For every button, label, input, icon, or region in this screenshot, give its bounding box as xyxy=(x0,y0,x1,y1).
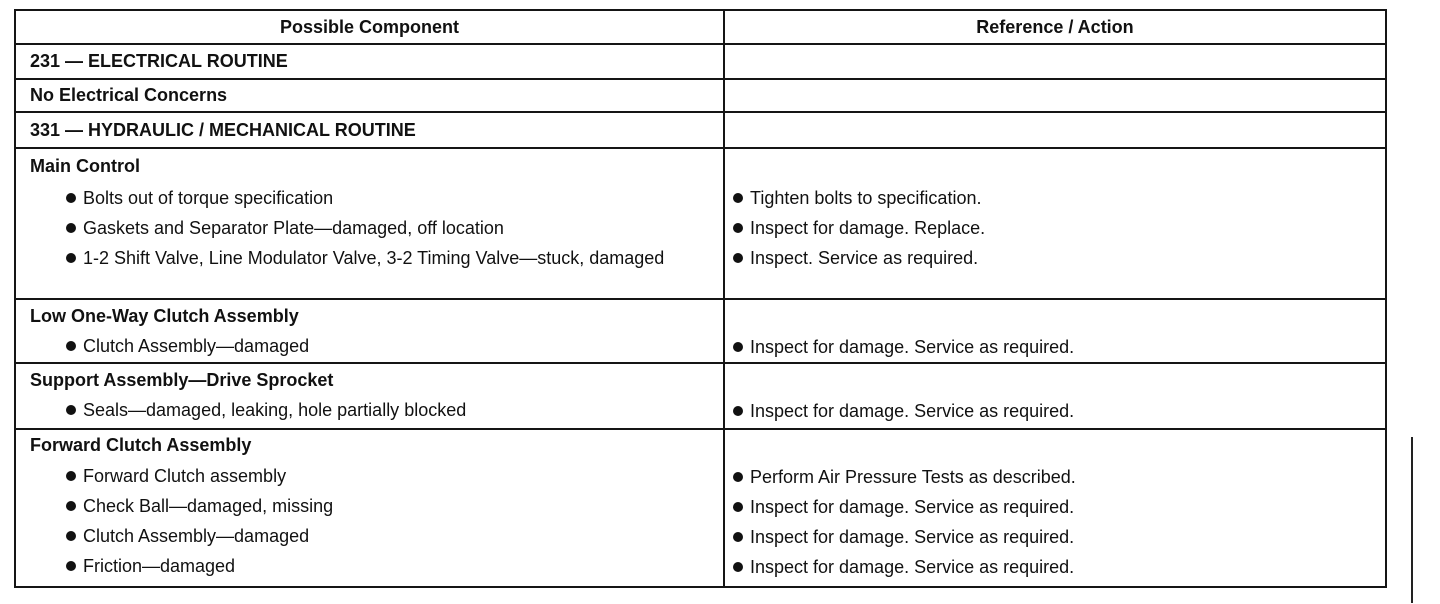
bullet-icon xyxy=(733,253,743,263)
bullet-icon xyxy=(66,193,76,203)
group-forward-clutch xyxy=(16,430,725,586)
group-main-control-actions xyxy=(725,149,1385,300)
group-support-assembly-actions xyxy=(725,364,1385,430)
list-item: Inspect for damage. Replace. xyxy=(733,217,1373,239)
bullet-icon xyxy=(733,223,743,233)
bullet-icon xyxy=(66,341,76,351)
header-reference-action: Reference / Action xyxy=(725,11,1385,45)
row-electrical-routine: 231 — ELECTRICAL ROUTINE xyxy=(16,45,725,80)
group-title: Low One-Way Clutch Assembly xyxy=(30,306,299,326)
group-title: Support Assembly—Drive Sprocket xyxy=(30,370,334,390)
row-no-electrical-concerns-action xyxy=(725,80,1385,113)
bullet-icon xyxy=(733,562,743,572)
list-item: Forward Clutch assembly xyxy=(66,465,706,487)
group-support-assembly xyxy=(16,364,725,430)
list-item: Clutch Assembly—damaged xyxy=(66,525,706,547)
group-main-control xyxy=(16,149,725,300)
group-title: Forward Clutch Assembly xyxy=(30,435,252,455)
bullet-icon xyxy=(66,223,76,233)
list-item: Inspect for damage. Service as required. xyxy=(733,336,1373,358)
bullet-icon xyxy=(733,406,743,416)
bullet-icon xyxy=(733,502,743,512)
group-low-one-way-clutch xyxy=(16,300,725,364)
diagnosis-table xyxy=(14,9,1387,588)
bullet-icon xyxy=(733,472,743,482)
row-hydraulic-routine: 331 — HYDRAULIC / MECHANICAL ROUTINE xyxy=(16,113,725,149)
bullet-icon xyxy=(66,471,76,481)
bullet-icon xyxy=(66,253,76,263)
bullet-icon xyxy=(66,561,76,571)
bullet-icon xyxy=(66,405,76,415)
list-item: Seals—damaged, leaking, hole partially blocked xyxy=(66,399,706,421)
group-title: Main Control xyxy=(30,156,140,176)
list-item: Gaskets and Separator Plate—damaged, off location xyxy=(66,217,706,239)
list-item: Tighten bolts to specification. xyxy=(733,187,1373,209)
bullet-icon xyxy=(733,532,743,542)
list-item: Inspect for damage. Service as required. xyxy=(733,400,1373,422)
group-forward-clutch-actions xyxy=(725,430,1385,586)
bullet-icon xyxy=(733,193,743,203)
list-item: 1-2 Shift Valve, Line Modulator Valve, 3-2 Timing Valve—stuck, damaged xyxy=(66,247,686,269)
row-no-electrical-concerns: No Electrical Concerns xyxy=(16,80,725,113)
margin-change-bar xyxy=(1411,437,1413,603)
list-item: Inspect for damage. Service as required. xyxy=(733,526,1373,548)
bullet-icon xyxy=(733,342,743,352)
list-item: Inspect for damage. Service as required. xyxy=(733,496,1373,518)
bullet-icon xyxy=(66,501,76,511)
header-possible-component: Possible Component xyxy=(16,11,725,45)
list-item: Inspect. Service as required. xyxy=(733,247,1373,269)
list-item: Bolts out of torque specification xyxy=(66,187,706,209)
list-item: Inspect for damage. Service as required. xyxy=(733,556,1373,578)
row-electrical-routine-action xyxy=(725,45,1385,80)
bullet-icon xyxy=(66,531,76,541)
list-item: Clutch Assembly—damaged xyxy=(66,335,706,357)
list-item: Check Ball—damaged, missing xyxy=(66,495,706,517)
row-hydraulic-routine-action xyxy=(725,113,1385,149)
list-item: Friction—damaged xyxy=(66,555,706,577)
group-low-one-way-clutch-actions xyxy=(725,300,1385,364)
list-item: Perform Air Pressure Tests as described. xyxy=(733,466,1373,488)
